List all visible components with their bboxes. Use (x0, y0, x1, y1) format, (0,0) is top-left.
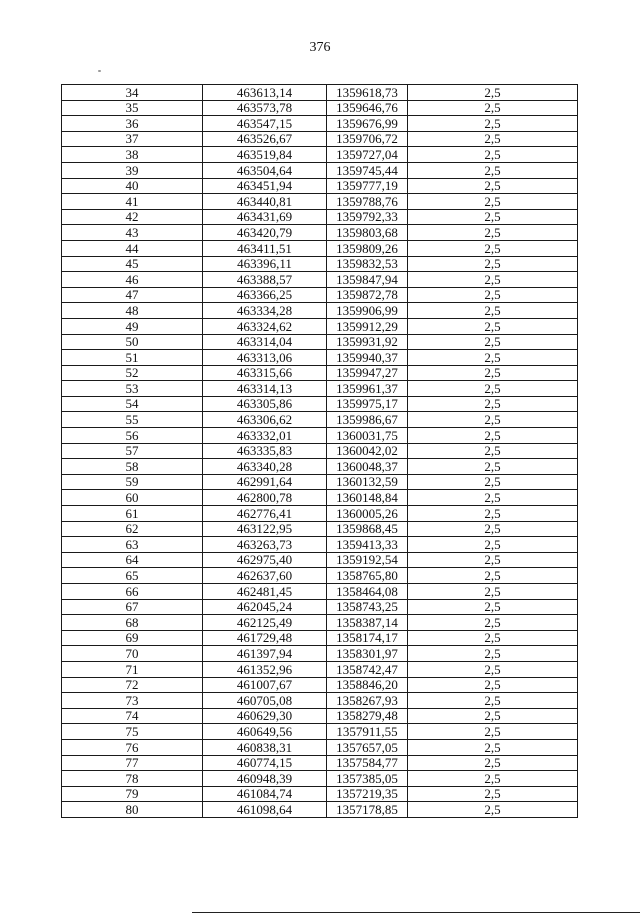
x-coordinate-cell: 463332,01 (203, 428, 327, 444)
point-number-cell: 72 (62, 677, 203, 693)
x-coordinate-cell: 463314,04 (203, 334, 327, 350)
point-number-cell: 35 (62, 100, 203, 116)
distance-cell: 2,5 (408, 209, 578, 225)
y-coordinate-cell: 1359847,94 (327, 272, 408, 288)
distance-cell: 2,5 (408, 677, 578, 693)
point-number-cell: 43 (62, 225, 203, 241)
table-row (62, 194, 578, 210)
point-number-cell: 54 (62, 396, 203, 412)
point-number-cell: 78 (62, 771, 203, 787)
point-number-cell: 57 (62, 443, 203, 459)
x-coordinate-cell: 460649,56 (203, 724, 327, 740)
table-row (62, 771, 578, 787)
x-coordinate-cell: 460629,30 (203, 708, 327, 724)
y-coordinate-cell: 1358279,48 (327, 708, 408, 724)
x-coordinate-cell: 462481,45 (203, 584, 327, 600)
x-coordinate-cell: 460705,08 (203, 693, 327, 709)
point-number-cell: 49 (62, 318, 203, 334)
distance-cell: 2,5 (408, 708, 578, 724)
y-coordinate-cell: 1359872,78 (327, 287, 408, 303)
table-row (62, 147, 578, 163)
y-coordinate-cell: 1360048,37 (327, 459, 408, 475)
y-coordinate-cell: 1359792,33 (327, 209, 408, 225)
y-coordinate-cell: 1359809,26 (327, 240, 408, 256)
distance-cell: 2,5 (408, 615, 578, 631)
table-row (62, 162, 578, 178)
point-number-cell: 80 (62, 802, 203, 818)
x-coordinate-cell: 463315,66 (203, 365, 327, 381)
y-coordinate-cell: 1358846,20 (327, 677, 408, 693)
distance-cell: 2,5 (408, 116, 578, 132)
x-coordinate-cell: 463340,28 (203, 459, 327, 475)
x-coordinate-cell: 461397,94 (203, 646, 327, 662)
table-row (62, 755, 578, 771)
point-number-cell: 70 (62, 646, 203, 662)
distance-cell: 2,5 (408, 490, 578, 506)
point-number-cell: 62 (62, 521, 203, 537)
distance-cell: 2,5 (408, 225, 578, 241)
y-coordinate-cell: 1357219,35 (327, 786, 408, 802)
x-coordinate-cell: 461098,64 (203, 802, 327, 818)
x-coordinate-cell: 463306,62 (203, 412, 327, 428)
point-number-cell: 53 (62, 381, 203, 397)
x-coordinate-cell: 462776,41 (203, 506, 327, 522)
distance-cell: 2,5 (408, 599, 578, 615)
y-coordinate-cell: 1359940,37 (327, 350, 408, 366)
point-number-cell: 58 (62, 459, 203, 475)
point-number-cell: 44 (62, 240, 203, 256)
x-coordinate-cell: 463305,86 (203, 396, 327, 412)
table-row (62, 225, 578, 241)
x-coordinate-cell: 460774,15 (203, 755, 327, 771)
table-row (62, 131, 578, 147)
distance-cell: 2,5 (408, 100, 578, 116)
table-row (62, 537, 578, 553)
point-number-cell: 65 (62, 568, 203, 584)
x-coordinate-cell: 462991,64 (203, 474, 327, 490)
x-coordinate-cell: 463122,95 (203, 521, 327, 537)
distance-cell: 2,5 (408, 521, 578, 537)
distance-cell: 2,5 (408, 443, 578, 459)
x-coordinate-cell: 463573,78 (203, 100, 327, 116)
x-coordinate-cell: 461352,96 (203, 661, 327, 677)
table-row (62, 334, 578, 350)
table-row (62, 350, 578, 366)
coordinates-table (61, 84, 578, 818)
table-row (62, 708, 578, 724)
distance-cell: 2,5 (408, 194, 578, 210)
distance-cell: 2,5 (408, 85, 578, 101)
x-coordinate-cell: 463519,84 (203, 147, 327, 163)
table-row (62, 178, 578, 194)
table-row (62, 552, 578, 568)
point-number-cell: 75 (62, 724, 203, 740)
x-coordinate-cell: 461007,67 (203, 677, 327, 693)
table-row (62, 209, 578, 225)
x-coordinate-cell: 462045,24 (203, 599, 327, 615)
table-row (62, 443, 578, 459)
point-number-cell: 48 (62, 303, 203, 319)
y-coordinate-cell: 1359868,45 (327, 521, 408, 537)
point-number-cell: 51 (62, 350, 203, 366)
table-row (62, 724, 578, 740)
y-coordinate-cell: 1358387,14 (327, 615, 408, 631)
point-number-cell: 50 (62, 334, 203, 350)
distance-cell: 2,5 (408, 256, 578, 272)
point-number-cell: 55 (62, 412, 203, 428)
point-number-cell: 74 (62, 708, 203, 724)
point-number-cell: 47 (62, 287, 203, 303)
y-coordinate-cell: 1359931,92 (327, 334, 408, 350)
table-row (62, 412, 578, 428)
table-row (62, 677, 578, 693)
point-number-cell: 59 (62, 474, 203, 490)
table-row (62, 240, 578, 256)
y-coordinate-cell: 1358765,80 (327, 568, 408, 584)
y-coordinate-cell: 1360148,84 (327, 490, 408, 506)
y-coordinate-cell: 1360042,02 (327, 443, 408, 459)
x-coordinate-cell: 463411,51 (203, 240, 327, 256)
distance-cell: 2,5 (408, 568, 578, 584)
point-number-cell: 46 (62, 272, 203, 288)
point-number-cell: 69 (62, 630, 203, 646)
distance-cell: 2,5 (408, 552, 578, 568)
x-coordinate-cell: 463451,94 (203, 178, 327, 194)
y-coordinate-cell: 1359986,67 (327, 412, 408, 428)
x-coordinate-cell: 463335,83 (203, 443, 327, 459)
table-row (62, 396, 578, 412)
x-coordinate-cell: 463313,06 (203, 350, 327, 366)
table-row (62, 599, 578, 615)
y-coordinate-cell: 1357657,05 (327, 739, 408, 755)
point-number-cell: 77 (62, 755, 203, 771)
table-row (62, 568, 578, 584)
point-number-cell: 67 (62, 599, 203, 615)
table-row (62, 506, 578, 522)
x-coordinate-cell: 463324,62 (203, 318, 327, 334)
table-row (62, 693, 578, 709)
distance-cell: 2,5 (408, 739, 578, 755)
y-coordinate-cell: 1358267,93 (327, 693, 408, 709)
table-row (62, 287, 578, 303)
y-coordinate-cell: 1359706,72 (327, 131, 408, 147)
table-row (62, 365, 578, 381)
point-number-cell: 34 (62, 85, 203, 101)
table-row (62, 661, 578, 677)
distance-cell: 2,5 (408, 350, 578, 366)
y-coordinate-cell: 1357385,05 (327, 771, 408, 787)
bottom-rule (192, 912, 640, 913)
distance-cell: 2,5 (408, 334, 578, 350)
point-number-cell: 38 (62, 147, 203, 163)
distance-cell: 2,5 (408, 240, 578, 256)
y-coordinate-cell: 1359803,68 (327, 225, 408, 241)
table-row (62, 85, 578, 101)
point-number-cell: 63 (62, 537, 203, 553)
distance-cell: 2,5 (408, 646, 578, 662)
table-row (62, 584, 578, 600)
table-row (62, 615, 578, 631)
distance-cell: 2,5 (408, 147, 578, 163)
distance-cell: 2,5 (408, 131, 578, 147)
distance-cell: 2,5 (408, 287, 578, 303)
y-coordinate-cell: 1359192,54 (327, 552, 408, 568)
distance-cell: 2,5 (408, 178, 578, 194)
x-coordinate-cell: 460948,39 (203, 771, 327, 787)
point-number-cell: 45 (62, 256, 203, 272)
x-coordinate-cell: 463388,57 (203, 272, 327, 288)
point-number-cell: 52 (62, 365, 203, 381)
point-number-cell: 61 (62, 506, 203, 522)
table-row (62, 802, 578, 818)
y-coordinate-cell: 1359676,99 (327, 116, 408, 132)
y-coordinate-cell: 1359727,04 (327, 147, 408, 163)
distance-cell: 2,5 (408, 630, 578, 646)
distance-cell: 2,5 (408, 506, 578, 522)
scan-artifact (98, 70, 101, 72)
x-coordinate-cell: 463420,79 (203, 225, 327, 241)
distance-cell: 2,5 (408, 474, 578, 490)
table-row (62, 381, 578, 397)
point-number-cell: 37 (62, 131, 203, 147)
table-row (62, 272, 578, 288)
point-number-cell: 71 (62, 661, 203, 677)
distance-cell: 2,5 (408, 162, 578, 178)
y-coordinate-cell: 1359413,33 (327, 537, 408, 553)
table-row (62, 428, 578, 444)
point-number-cell: 39 (62, 162, 203, 178)
distance-cell: 2,5 (408, 365, 578, 381)
distance-cell: 2,5 (408, 584, 578, 600)
x-coordinate-cell: 462125,49 (203, 615, 327, 631)
y-coordinate-cell: 1358742,47 (327, 661, 408, 677)
point-number-cell: 60 (62, 490, 203, 506)
table-row (62, 474, 578, 490)
distance-cell: 2,5 (408, 537, 578, 553)
table-row (62, 116, 578, 132)
distance-cell: 2,5 (408, 724, 578, 740)
table-row (62, 318, 578, 334)
y-coordinate-cell: 1358301,97 (327, 646, 408, 662)
x-coordinate-cell: 463263,73 (203, 537, 327, 553)
x-coordinate-cell: 463526,67 (203, 131, 327, 147)
x-coordinate-cell: 461084,74 (203, 786, 327, 802)
y-coordinate-cell: 1359975,17 (327, 396, 408, 412)
y-coordinate-cell: 1360031,75 (327, 428, 408, 444)
y-coordinate-cell: 1358743,25 (327, 599, 408, 615)
point-number-cell: 64 (62, 552, 203, 568)
distance-cell: 2,5 (408, 802, 578, 818)
y-coordinate-cell: 1359961,37 (327, 381, 408, 397)
x-coordinate-cell: 462800,78 (203, 490, 327, 506)
y-coordinate-cell: 1359646,76 (327, 100, 408, 116)
distance-cell: 2,5 (408, 381, 578, 397)
y-coordinate-cell: 1357911,55 (327, 724, 408, 740)
y-coordinate-cell: 1359912,29 (327, 318, 408, 334)
point-number-cell: 36 (62, 116, 203, 132)
y-coordinate-cell: 1359906,99 (327, 303, 408, 319)
distance-cell: 2,5 (408, 318, 578, 334)
x-coordinate-cell: 463440,81 (203, 194, 327, 210)
y-coordinate-cell: 1359832,53 (327, 256, 408, 272)
point-number-cell: 40 (62, 178, 203, 194)
point-number-cell: 76 (62, 739, 203, 755)
point-number-cell: 56 (62, 428, 203, 444)
distance-cell: 2,5 (408, 786, 578, 802)
x-coordinate-cell: 463396,11 (203, 256, 327, 272)
x-coordinate-cell: 463547,15 (203, 116, 327, 132)
point-number-cell: 66 (62, 584, 203, 600)
point-number-cell: 68 (62, 615, 203, 631)
distance-cell: 2,5 (408, 661, 578, 677)
x-coordinate-cell: 461729,48 (203, 630, 327, 646)
y-coordinate-cell: 1360005,26 (327, 506, 408, 522)
y-coordinate-cell: 1359788,76 (327, 194, 408, 210)
page-number: 376 (309, 40, 331, 55)
x-coordinate-cell: 462975,40 (203, 552, 327, 568)
x-coordinate-cell: 463431,69 (203, 209, 327, 225)
point-number-cell: 41 (62, 194, 203, 210)
y-coordinate-cell: 1358174,17 (327, 630, 408, 646)
y-coordinate-cell: 1359745,44 (327, 162, 408, 178)
table-row (62, 646, 578, 662)
distance-cell: 2,5 (408, 412, 578, 428)
point-number-cell: 79 (62, 786, 203, 802)
y-coordinate-cell: 1358464,08 (327, 584, 408, 600)
distance-cell: 2,5 (408, 303, 578, 319)
distance-cell: 2,5 (408, 459, 578, 475)
table-row (62, 303, 578, 319)
x-coordinate-cell: 462637,60 (203, 568, 327, 584)
x-coordinate-cell: 463504,64 (203, 162, 327, 178)
table-row (62, 521, 578, 537)
distance-cell: 2,5 (408, 272, 578, 288)
y-coordinate-cell: 1359947,27 (327, 365, 408, 381)
x-coordinate-cell: 463613,14 (203, 85, 327, 101)
x-coordinate-cell: 460838,31 (203, 739, 327, 755)
table-row (62, 786, 578, 802)
table-row (62, 630, 578, 646)
distance-cell: 2,5 (408, 755, 578, 771)
y-coordinate-cell: 1357178,85 (327, 802, 408, 818)
distance-cell: 2,5 (408, 693, 578, 709)
y-coordinate-cell: 1359618,73 (327, 85, 408, 101)
x-coordinate-cell: 463334,28 (203, 303, 327, 319)
table-row (62, 459, 578, 475)
y-coordinate-cell: 1360132,59 (327, 474, 408, 490)
distance-cell: 2,5 (408, 428, 578, 444)
table-row (62, 100, 578, 116)
point-number-cell: 42 (62, 209, 203, 225)
y-coordinate-cell: 1359777,19 (327, 178, 408, 194)
table-row (62, 256, 578, 272)
point-number-cell: 73 (62, 693, 203, 709)
distance-cell: 2,5 (408, 396, 578, 412)
coordinates-table-body (62, 85, 578, 818)
x-coordinate-cell: 463314,13 (203, 381, 327, 397)
y-coordinate-cell: 1357584,77 (327, 755, 408, 771)
table-row (62, 490, 578, 506)
x-coordinate-cell: 463366,25 (203, 287, 327, 303)
table-row (62, 739, 578, 755)
distance-cell: 2,5 (408, 771, 578, 787)
